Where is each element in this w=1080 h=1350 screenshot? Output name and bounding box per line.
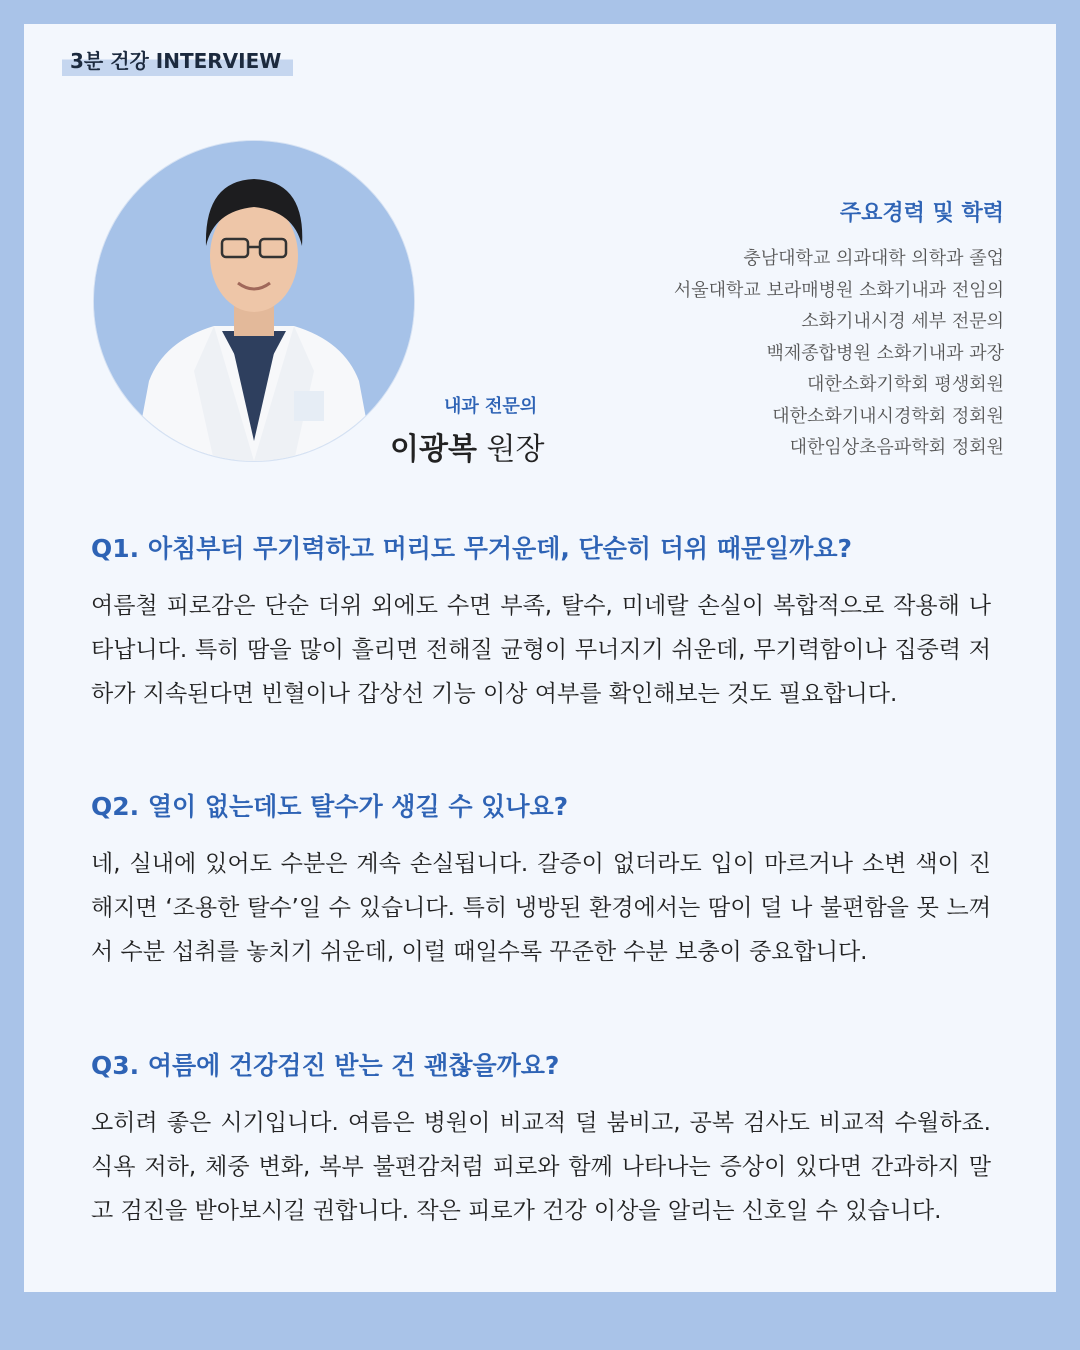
career-item: 대한소화기학회 평생회원 [807,374,1004,395]
doctor-role: 내과 전문의 [444,396,538,417]
career-section [674,196,1004,464]
doctor-name-line [390,424,544,468]
career-title: 주요경력 및 학력 [839,201,1004,226]
answer-3: 오히려 좋은 시기입니다. 여름은 병원이 비교적 덜 붐비고, 공복 검사도 비교적 수월하죠. 식욕 저하, 체중 변화, 복부 불편감처럼 피로와 함께 나타나는 증상이 있다면 간과하지 말고 검진을 받아보시길 권합니다. 작은 피로가 건강 이상을 알리는 신호일 수 있습니다. [91,1110,991,1224]
qa-item-3 [91,1049,991,1233]
career-item: 대한소화기내시경학회 정회원 [772,405,1004,427]
question-2: Q2. 열이 없는데도 탈수가 생길 수 있나요? [91,792,569,821]
qa-item-2 [91,790,991,974]
career-item: 백제종합병원 소화기내과 과장 [766,342,1004,364]
career-list [674,243,1004,464]
answer-1: 여름철 피로감은 단순 더위 외에도 수면 부족, 탈수, 미네랄 손실이 복합적으로 작용해 나타납니다. 특히 땀을 많이 흘리면 전해질 균형이 무너지기 쉬운데, 무기력함이나 집중력 저하가 지속된다면 빈혈이나 갑상선 기능 이상 여부를 확인해보는 것도 필요합니다. [91,593,991,707]
career-item: 서울대학교 보라매병원 소화기내과 전임의 [673,279,1004,301]
doctor-name: 이광복 [390,432,477,467]
career-item: 대한임상초음파학회 정회원 [789,437,1004,458]
career-item: 소화기내시경 세부 전문의 [801,311,1004,332]
answer-2: 네, 실내에 있어도 수분은 계속 손실됩니다. 갈증이 없더라도 입이 마르거나 소변 색이 진해지면 ‘조용한 탈수’일 수 있습니다. 특히 냉방된 환경에서는 땀이 덜 나 불편함을 못 느껴서 수분 섭취를 놓치기 쉬운데, 이럴 때일수록 꾸준한 수분 보충이 중요합니다. [91,851,991,965]
career-item: 충남대학교 의과대학 의학과 졸업 [743,248,1004,269]
qa-item-1 [91,532,991,716]
interview-tag: 3분 건강 INTERVIEW [62,46,293,76]
question-3: Q3. 여름에 건강검진 받는 건 괜찮을까요? [91,1051,560,1080]
doctor-title: 원장 [486,432,545,467]
question-1: Q1. 아침부터 무기력하고 머리도 무거운데, 단순히 더위 때문일까요? [91,534,852,563]
doctor-photo [93,140,415,462]
